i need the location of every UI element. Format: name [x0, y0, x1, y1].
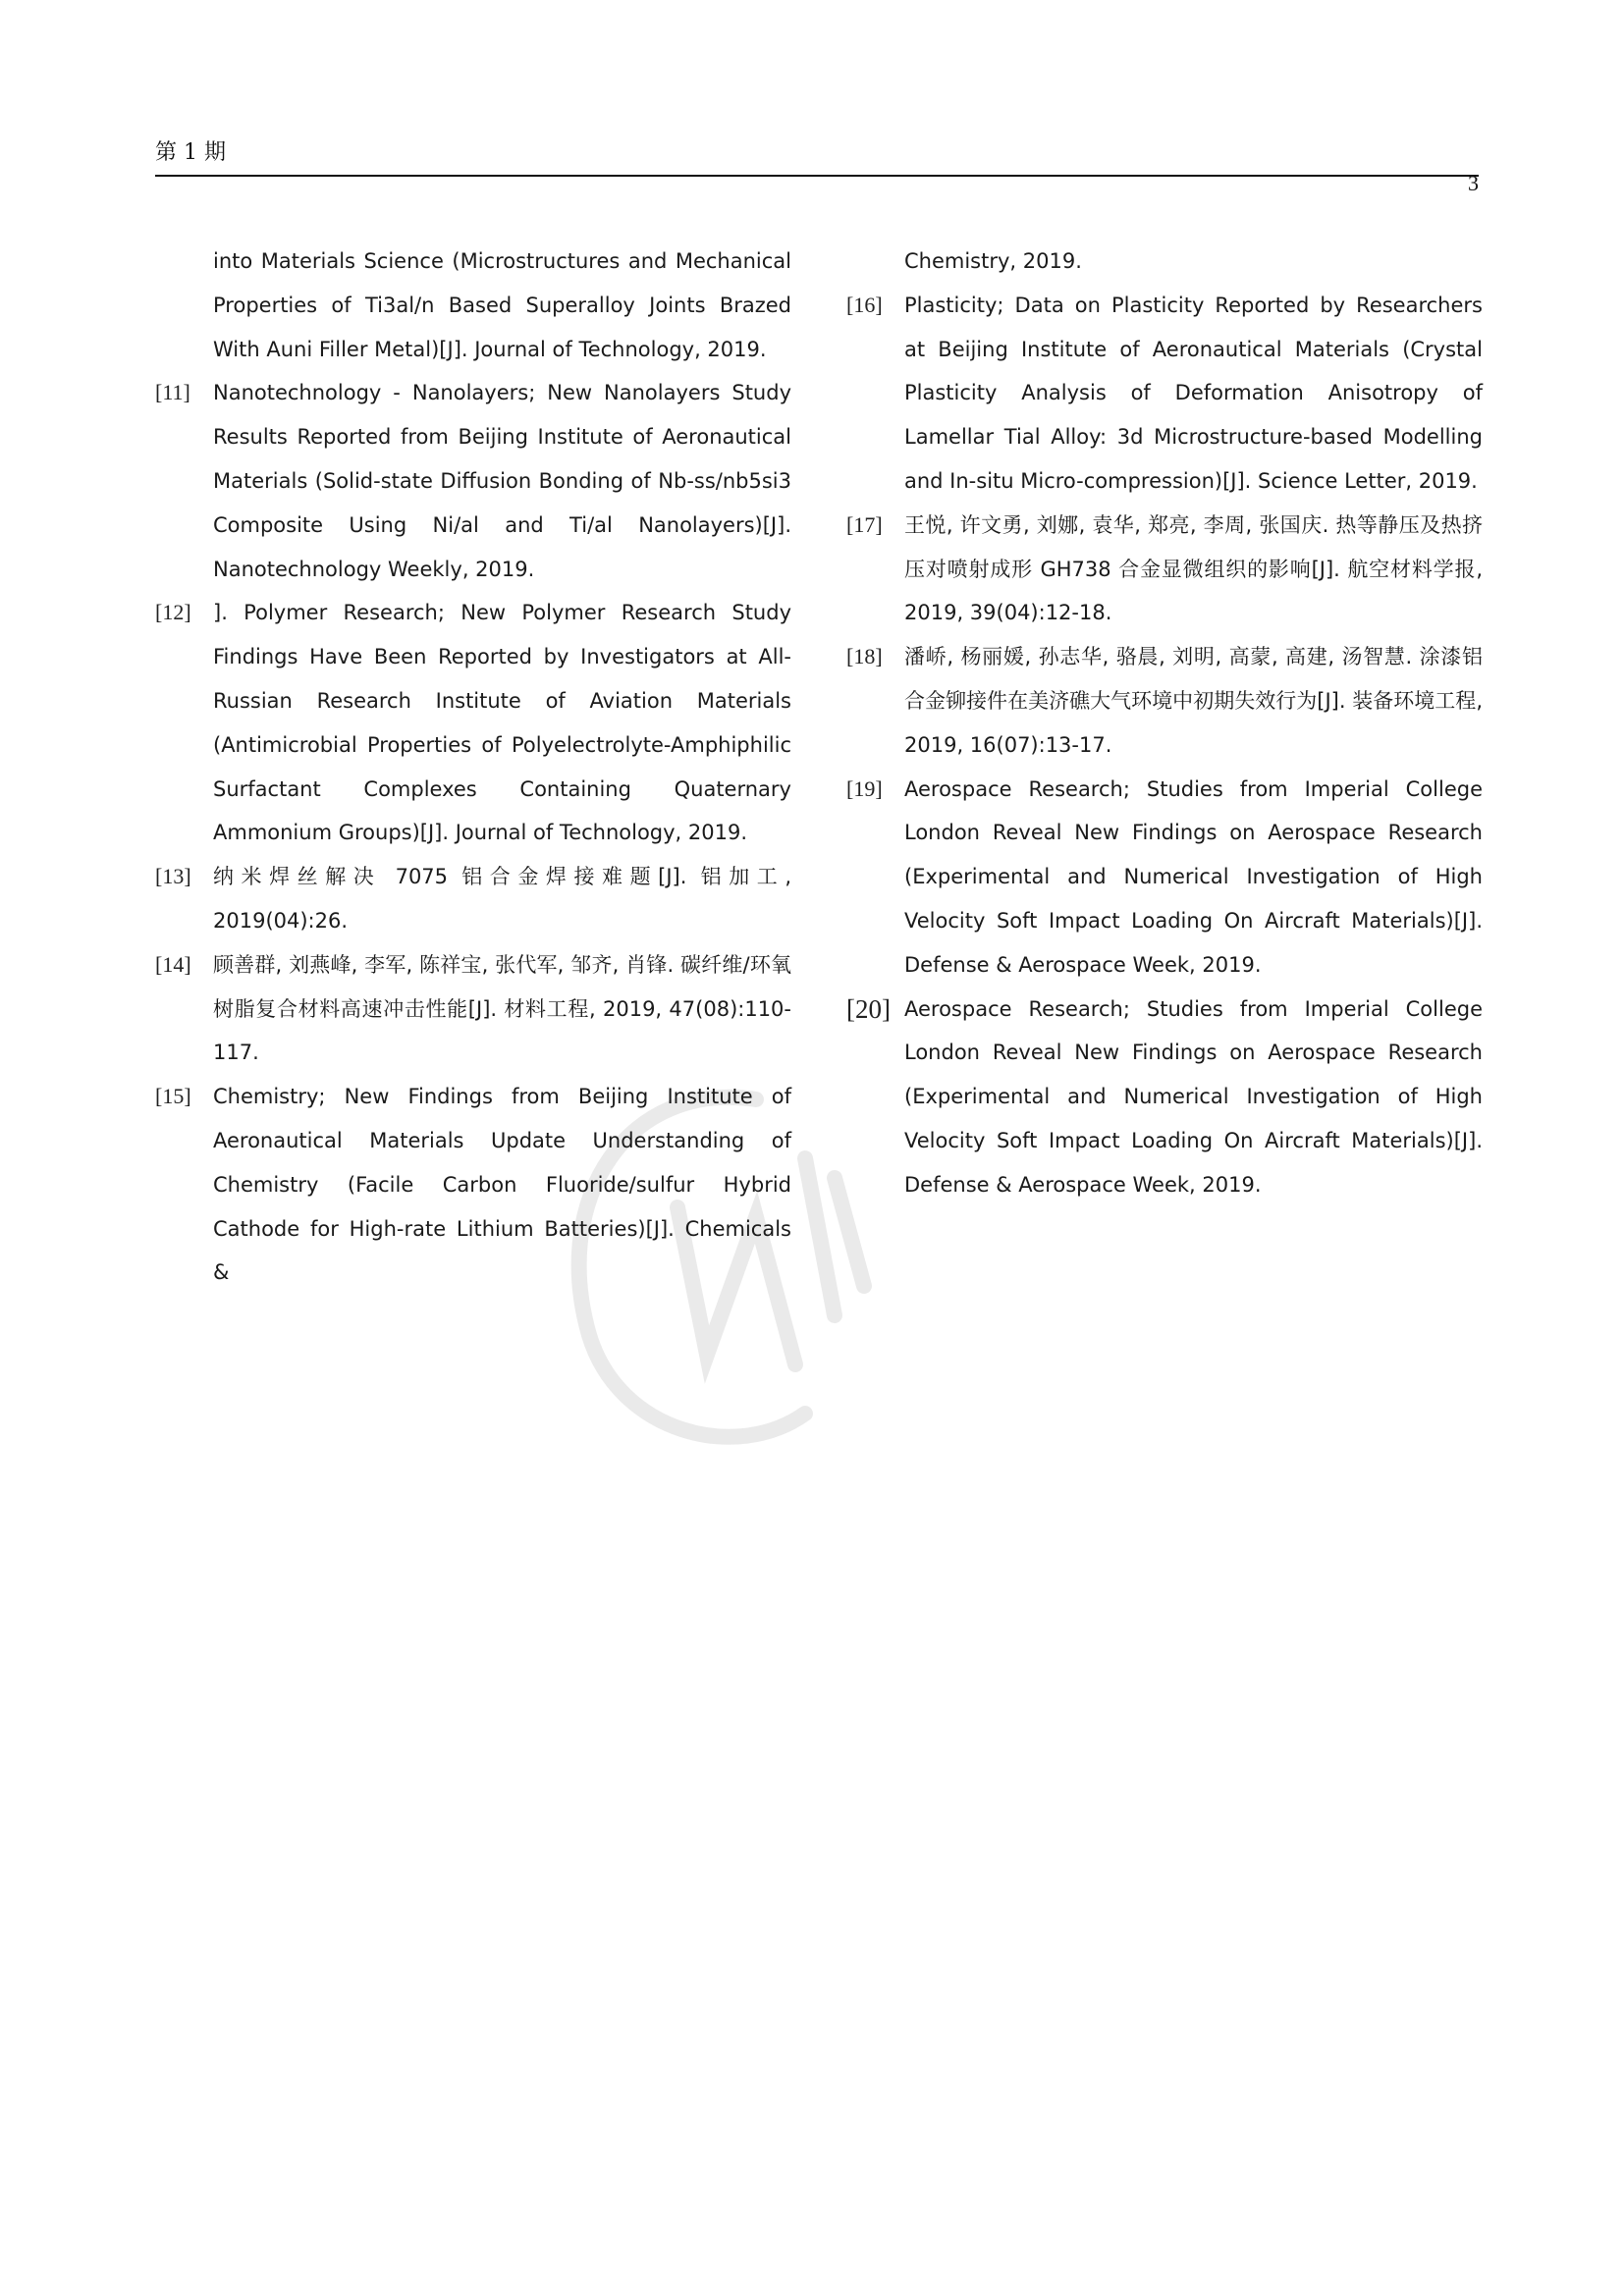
- reference-entry: [846, 635, 1483, 767]
- reference-text: Nanotechnology - Nanolayers; New Nanolayers Study Results Reported from Beijing Institute of Aeronautical Materials (Solid-state Diffusion Bonding of Nb-ss/nb5si3 Composite Using Ni/al and Ti/al Nanolayers)[J]. Nanotechnology Weekly, 2019.: [213, 381, 791, 581]
- reference-entry: [155, 943, 791, 1075]
- reference-text: 顾善群, 刘燕峰, 李军, 陈祥宝, 张代军, 邹齐, 肖锋. 碳纤维/环氧树脂复合材料高速冲击性能[J]. 材料工程, 2019, 47(08):110-117.: [213, 952, 791, 1065]
- reference-entry: [155, 240, 791, 371]
- header-rule: [155, 175, 1479, 177]
- reference-number: [19]: [846, 775, 883, 801]
- reference-entry: [846, 988, 1483, 1207]
- reference-number: [13]: [155, 864, 191, 889]
- page-number: 3: [1468, 171, 1479, 195]
- reference-number: [14]: [155, 951, 191, 977]
- reference-text: into Materials Science (Microstructures and Mechanical Properties of Ti3al/n Based Superalloy Joints Brazed With Auni Filler Metal)[J]. Journal of Technology, 2019.: [213, 249, 791, 361]
- reference-entry: [846, 504, 1483, 635]
- reference-text: Aerospace Research; Studies from Imperial College London Reveal New Findings on Aerospace Research (Experimental and Numerical Investigation of High Velocity Soft Impact Loading On Aircraft Materials)[J]. Defense & Aerospace Week, 2019.: [904, 996, 1483, 1197]
- reference-entry: [155, 591, 791, 855]
- reference-text: Chemistry, 2019.: [904, 249, 1082, 273]
- reference-text: Aerospace Research; Studies from Imperial College London Reveal New Findings on Aerospace Research (Experimental and Numerical Investigation of High Velocity Soft Impact Loading On Aircraft Materials)[J]. Defense & Aerospace Week, 2019.: [904, 776, 1483, 977]
- reference-number: [17]: [846, 511, 883, 537]
- references-right-column: [846, 240, 1483, 1207]
- reference-entry: [155, 855, 791, 943]
- reference-number: [18]: [846, 644, 883, 669]
- reference-text: 纳米焊丝解决 7075 铝合金焊接难题[J]. 铝加工, 2019(04):26.: [213, 865, 791, 933]
- reference-entry: [155, 371, 791, 591]
- reference-entry: [155, 1075, 791, 1295]
- reference-entry: [846, 768, 1483, 988]
- reference-text: ]. Polymer Research; New Polymer Research Study Findings Have Been Reported by Investigators at All-Russian Research Institute of Aviation Materials (Antimicrobial Properties of Polyelectrolyte-Amphiphilic Surfactant Complexes Containing Quaternary Ammonium Groups)[J]. Journal of Technology, 2019.: [213, 601, 791, 845]
- reference-number: [11]: [155, 380, 190, 405]
- references-left-column: [155, 240, 791, 1295]
- reference-entry: [846, 284, 1483, 504]
- reference-entry: [846, 240, 1483, 284]
- issue-label: 第 1 期: [155, 140, 226, 165]
- reference-text: 潘峤, 杨丽媛, 孙志华, 骆晨, 刘明, 高蒙, 高建, 汤智慧. 涂漆铝合金铆接件在美济礁大气环境中初期失效行为[J]. 装备环境工程, 2019, 16(07):13-17.: [904, 645, 1483, 757]
- reference-number: [12]: [155, 600, 191, 625]
- reference-number: [15]: [155, 1084, 191, 1109]
- reference-number: [16]: [846, 292, 883, 317]
- reference-text: 王悦, 许文勇, 刘娜, 袁华, 郑亮, 李周, 张国庆. 热等静压及热挤压对喷射成形 GH738 合金显微组织的影响[J]. 航空材料学报, 2019, 39(04):12-18.: [904, 512, 1483, 625]
- reference-text: Chemistry; New Findings from Beijing Institute of Aeronautical Materials Update Understanding of Chemistry (Facile Carbon Fluoride/sulfur Hybrid Cathode for High-rate Lithium Batteries)[J]. Chemicals &: [213, 1085, 791, 1285]
- reference-text: Plasticity; Data on Plasticity Reported by Researchers at Beijing Institute of Aeronautical Materials (Crystal Plasticity Analysis of Deformation Anisotropy of Lamellar Tial Alloy: 3d Microstructure-based Modelling and In-situ Micro-compression)[J]. Science Letter, 2019.: [904, 293, 1483, 493]
- reference-number: [20]: [846, 993, 891, 1024]
